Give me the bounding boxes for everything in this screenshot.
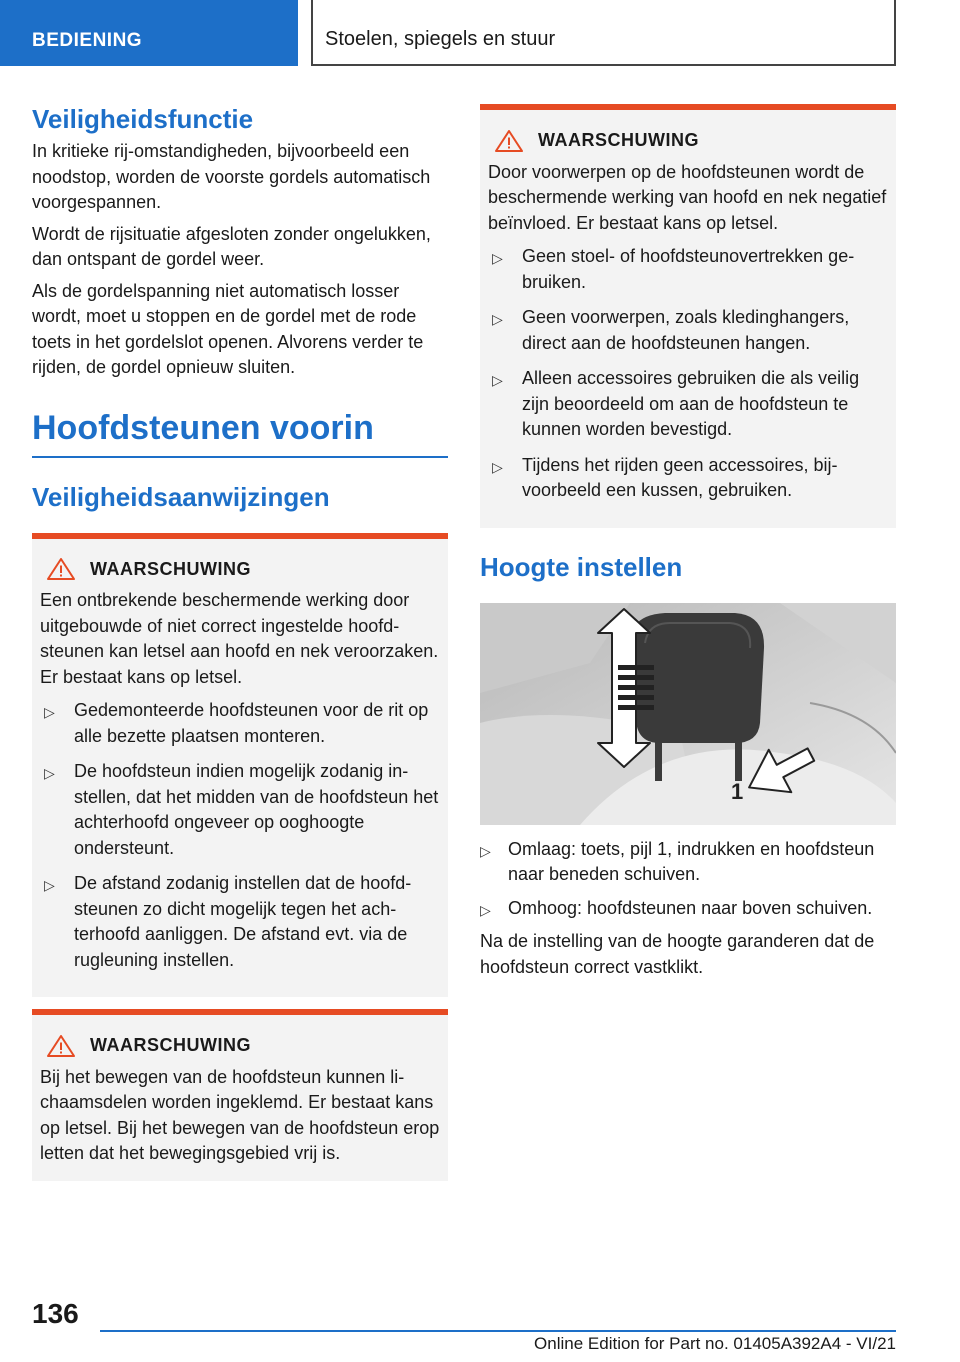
triangle-bullet-icon: ▷ — [492, 311, 503, 327]
list-item-text: Tijdens het rijden geen accessoires, bijvoorbeeld een kussen, gebruiken. — [522, 454, 838, 500]
page-number: 136 — [32, 1298, 79, 1329]
triangle-bullet-icon: ▷ — [44, 765, 55, 781]
list-item-text: Geen stoel- of hoofdsteunovertrekken gebruiken. — [522, 246, 855, 292]
list-item — [488, 244, 888, 295]
warning-box — [480, 104, 896, 528]
warning-triangle-icon — [46, 1034, 76, 1058]
safety-notes-heading: Veiligheidsaanwijzingen — [32, 481, 330, 512]
triangle-bullet-icon: ▷ — [44, 877, 55, 893]
list-item — [40, 698, 440, 749]
list-item-text: Omlaag: toets, pijl 1, indrukken en hoofdsteun naar beneden schuiven. — [508, 838, 875, 884]
warning-text: Een ontbrekende beschermende werking door uitgebouwde of niet correct ingestelde hoofdsteunen kan letsel aan hoofd en nek veroorzaken. Er bestaat kans op letsel. — [40, 590, 439, 687]
warning-title — [40, 557, 440, 583]
warning-text: Door voorwerpen op de hoofdsteunen wordt de beschermende werking van hoofd en nek negatief beïnvloed. Er bestaat kans op letsel. — [488, 161, 887, 233]
warning-title — [488, 128, 888, 154]
list-item-text: Omhoog: hoofdsteunen naar boven schuiven. — [508, 897, 873, 918]
list-item-text: De afstand zodanig instellen dat de hoofdsteunen zo dicht mogelijk tegen het achterhoofd aanliggen. De afstand evt. via de rugleuning instellen. — [74, 873, 412, 970]
safety-paragraph: Wordt de rijsituatie afgesloten zonder ongelukken, dan ontspant de gordel weer. — [32, 223, 431, 269]
section-tab: BEDIENING — [0, 0, 298, 66]
list-item-text: De hoofdsteun indien mogelijk zodanig instellen, dat het midden van de hoofdsteun het achterhoofd ongeveer op ooghoogte ondersteunt. — [74, 761, 439, 858]
main-heading: Hoofdsteunen voorin — [32, 409, 448, 458]
page-header — [0, 0, 960, 66]
list-item — [40, 759, 440, 861]
list-item — [488, 305, 888, 356]
warning-title-label: WAARSCHUWING — [538, 130, 699, 150]
warning-text: Bij het bewegen van de hoofdsteun kunnen lichaamsdelen worden ingeklemd. Er bestaat kans op letsel. Bij het bewegen van de hoofdsteun erop letten dat het bewegingsgebied vrij is. — [40, 1066, 440, 1163]
list-item — [488, 366, 888, 443]
figure-callout-label: 1 — [731, 778, 744, 804]
warning-list — [40, 698, 440, 973]
left-column — [32, 100, 448, 1181]
warning-triangle-icon — [494, 129, 524, 153]
list-item — [480, 837, 896, 888]
safety-paragraph: In kritieke rij-omstandigheden, bijvoorbeeld een noodstop, worden de voorste gordels automatisch voorgespannen. — [32, 141, 431, 212]
warning-title-label: WAARSCHUWING — [90, 558, 251, 579]
warning-title-label: WAARSCHUWING — [90, 1035, 251, 1055]
list-item — [40, 871, 440, 973]
triangle-bullet-icon: ▷ — [480, 842, 491, 859]
triangle-bullet-icon: ▷ — [480, 901, 491, 918]
footer-divider — [100, 1330, 896, 1332]
edition-note: Online Edition for Part no. 01405A392A4 - VI/21 — [534, 1334, 896, 1353]
list-item — [480, 896, 896, 922]
safety-paragraph: Als de gordelspanning niet automatisch losser wordt, moet u stoppen en de gordel met de rode toets in het gordelslot openen. Alvorens verder te rijden, de gordel opnieuw sluiten. — [32, 280, 424, 377]
headrest-illustration — [480, 603, 896, 825]
triangle-bullet-icon: ▷ — [492, 250, 503, 266]
list-item — [488, 453, 888, 504]
triangle-bullet-icon: ▷ — [492, 458, 503, 475]
safety-function-heading: Veiligheidsfunctie — [32, 104, 254, 134]
list-item-text: Alleen accessoires gebruiken die als veilig zijn beoordeeld om aan de hoofdsteun te kunnen worden bevestigd. — [522, 368, 860, 439]
warning-box — [32, 1009, 448, 1181]
warning-title — [40, 1033, 440, 1059]
warning-box — [32, 533, 448, 998]
height-note: Na de instelling van de hoogte garanderen dat de hoofdsteun correct vastklikt. — [480, 931, 875, 977]
list-item-text: Geen voorwerpen, zoals kledinghangers, direct aan de hoofdsteunen hangen. — [522, 307, 850, 353]
triangle-bullet-icon: ▷ — [44, 704, 55, 720]
height-list — [480, 837, 896, 922]
chapter-title: Stoelen, spiegels en stuur — [311, 0, 896, 66]
height-adjust-heading: Hoogte instellen — [480, 551, 683, 582]
triangle-bullet-icon: ▷ — [492, 372, 503, 388]
list-item-text: Gedemonteerde hoofdsteunen voor de rit op alle bezette plaatsen monteren. — [74, 700, 429, 746]
warning-triangle-icon — [46, 557, 76, 581]
right-column — [480, 104, 896, 986]
warning-list — [488, 244, 888, 504]
